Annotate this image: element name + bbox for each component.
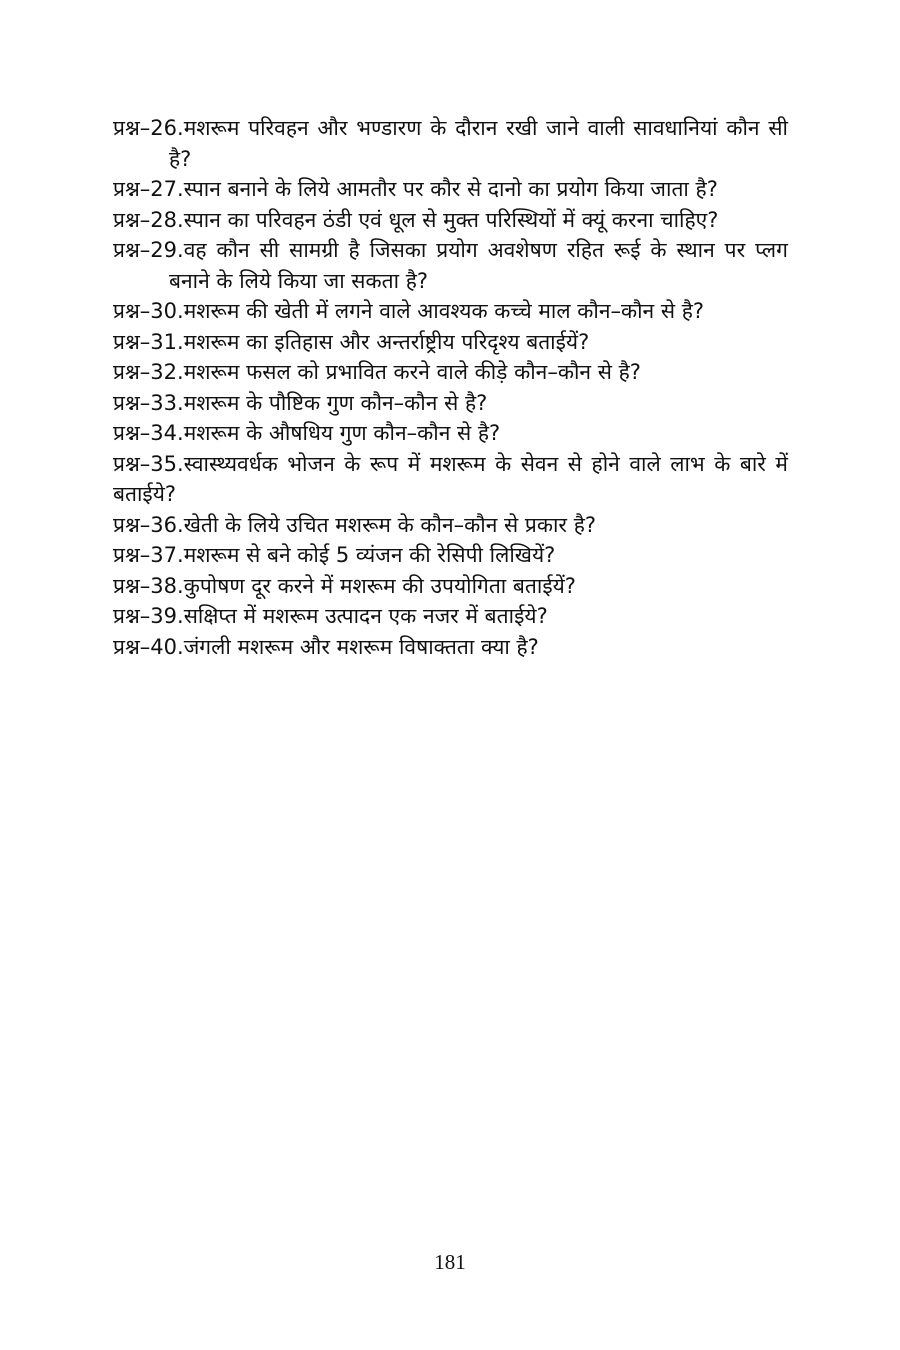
question-label: प्रश्न–32. xyxy=(113,360,184,384)
question-35 xyxy=(113,449,788,510)
page-number: 181 xyxy=(434,1250,466,1274)
question-label: प्रश्न–35. xyxy=(113,451,184,476)
question-29 xyxy=(113,235,788,296)
question-31 xyxy=(113,327,788,358)
question-text: स्पान बनाने के लिये आमतौर पर कौर से दानो का प्रयोग किया जाता है? xyxy=(183,177,718,201)
question-label: प्रश्न–36. xyxy=(113,512,184,537)
question-28 xyxy=(113,205,788,236)
question-label: प्रश्न–31. xyxy=(113,329,184,354)
question-text: मशरूम का इतिहास और अन्तर्राष्ट्रीय परिदृश्य बताईयें? xyxy=(183,329,590,354)
question-label: प्रश्न–34. xyxy=(113,421,184,445)
question-text: मशरूम परिवहन और भण्डारण के दौरान रखी जाने वाली सावधानियां कौन सी है? xyxy=(169,116,788,171)
question-37 xyxy=(113,540,788,571)
question-label: प्रश्न–26. xyxy=(113,116,184,140)
question-30 xyxy=(113,296,788,327)
question-label: प्रश्न–40. xyxy=(113,634,184,659)
question-36 xyxy=(113,510,788,541)
question-text: कुपोषण दूर करने में मशरूम की उपयोगिता बताईयें? xyxy=(183,573,576,598)
question-text: सक्षिप्त में मशरूम उत्पादन एक नजर में बताईये? xyxy=(183,604,548,628)
question-26 xyxy=(113,113,788,174)
question-text: मशरूम से बने कोई 5 व्यंजन की रेसिपी लिखियें? xyxy=(183,543,556,567)
question-38 xyxy=(113,571,788,602)
question-text: स्वास्थ्यवर्धक भोजन के रूप में मशरूम के सेवन से होने वाले लाभ के बारे में बताईये? xyxy=(113,451,788,506)
question-label: प्रश्न–39. xyxy=(113,604,184,628)
question-text: मशरूम के औषधिय गुण कौन–कौन से है? xyxy=(183,421,501,445)
question-text: स्पान का परिवहन ठंडी एवं धूल से मुक्त परिस्थियों में क्यूं करना चाहिए? xyxy=(183,207,719,232)
question-text: जंगली मशरूम और मशरूम विषाक्तता क्या है? xyxy=(183,634,539,659)
question-label: प्रश्न–29. xyxy=(113,238,184,262)
question-label: प्रश्न–30. xyxy=(113,299,184,323)
question-label: प्रश्न–27. xyxy=(113,177,184,201)
question-label: प्रश्न–33. xyxy=(113,390,184,415)
question-text: वह कौन सी सामग्री है जिसका प्रयोग अवशेषण रहित रूई के स्थान पर प्लग बनाने के लिये किया जा सकता है? xyxy=(169,238,788,293)
question-label: प्रश्न–37. xyxy=(113,543,184,567)
question-label: प्रश्न–28. xyxy=(113,207,184,232)
question-32 xyxy=(113,357,788,388)
question-39 xyxy=(113,601,788,632)
question-list xyxy=(113,113,788,662)
question-text: मशरूम की खेती में लगने वाले आवश्यक कच्चे माल कौन–कौन से है? xyxy=(183,299,705,323)
question-text: मशरूम फसल को प्रभावित करने वाले कीड़े कौन–कौन से है? xyxy=(183,360,641,384)
question-label: प्रश्न–38. xyxy=(113,573,184,598)
question-text: मशरूम के पौष्टिक गुण कौन–कौन से है? xyxy=(183,390,488,415)
question-34 xyxy=(113,418,788,449)
question-33 xyxy=(113,388,788,419)
question-text: खेती के लिये उचित मशरूम के कौन–कौन से प्रकार है? xyxy=(183,512,596,537)
question-40 xyxy=(113,632,788,663)
question-27 xyxy=(113,174,788,205)
